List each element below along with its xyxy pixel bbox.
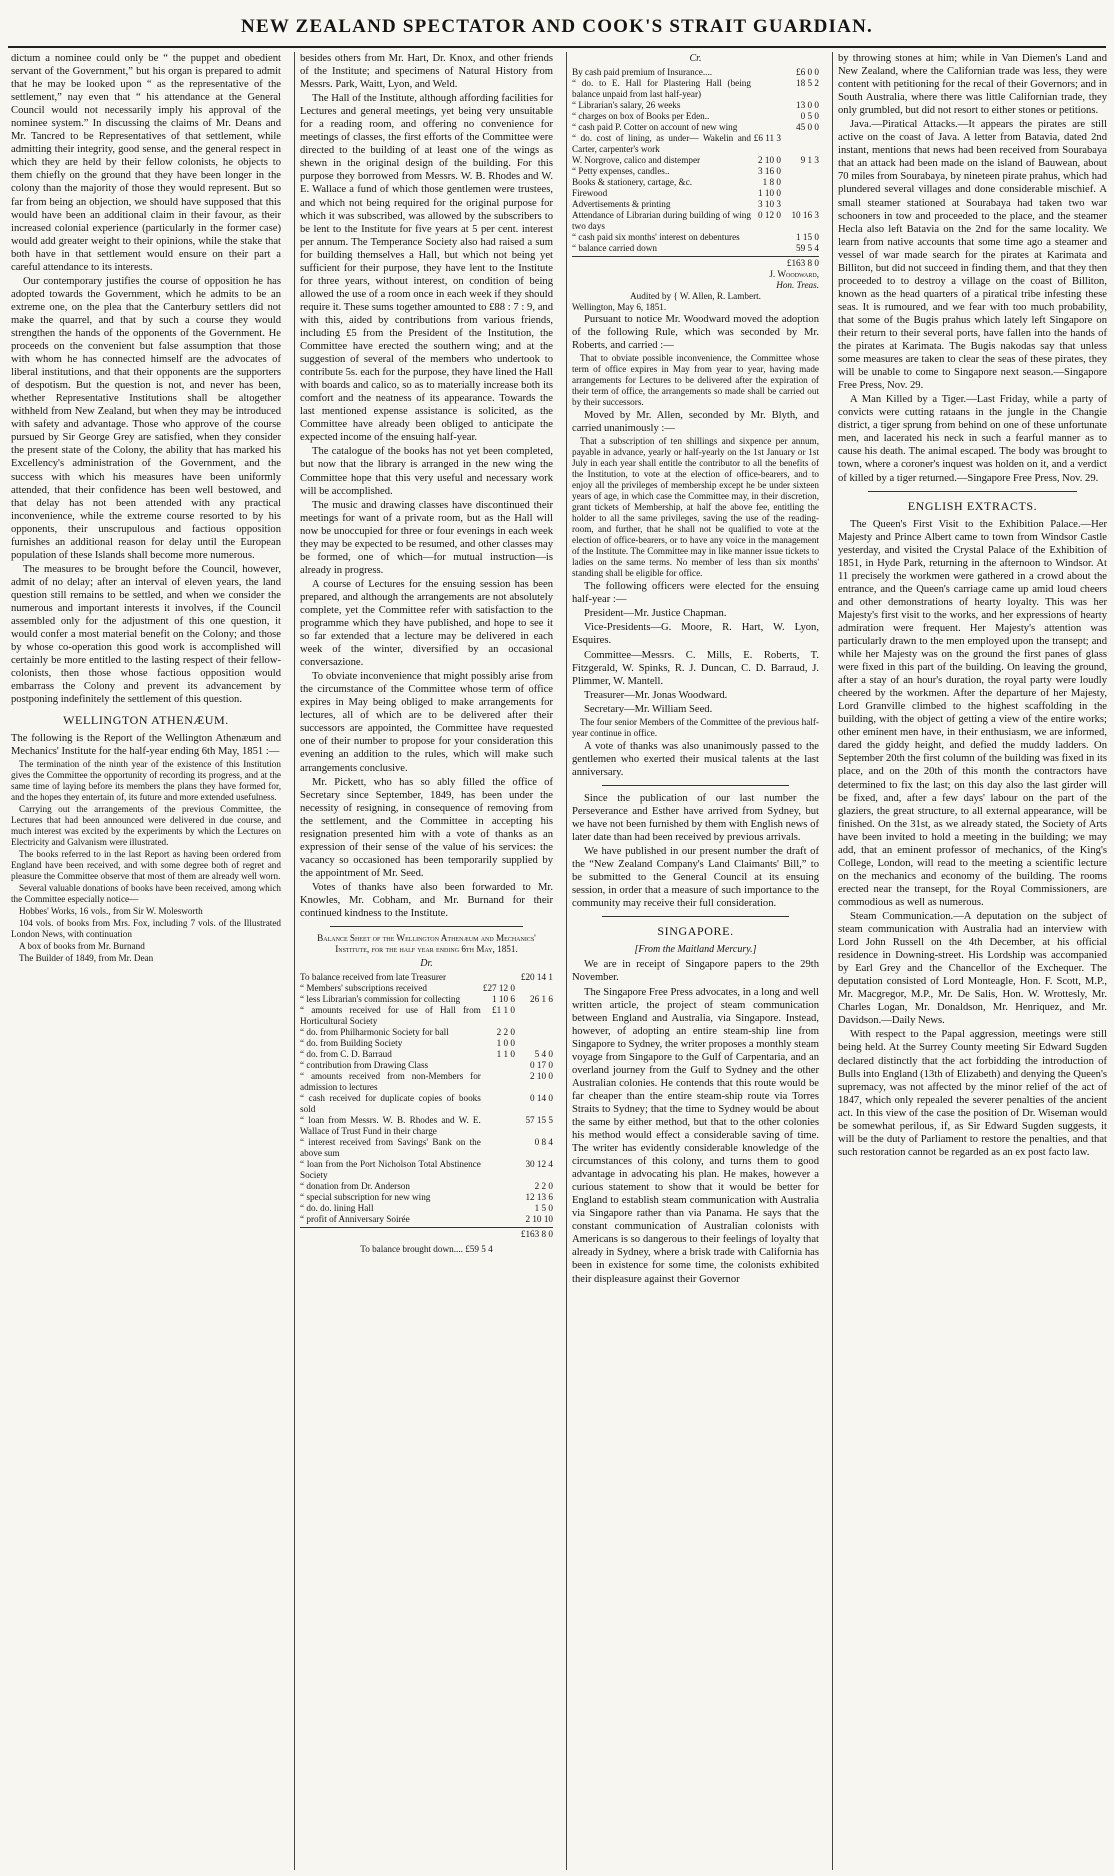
ledger-row: [300, 1214, 553, 1225]
news-paragraph: Since the publication of our last number the Perseverance and Esther have arrived from Sydney, but we have not been furnished by them with English news of later date than had been received by previous arrivals.: [572, 792, 819, 844]
ledger-amount: 0 8 4: [534, 1137, 553, 1148]
ledger-subamount: [751, 67, 781, 78]
ledger-row: [300, 1038, 553, 1049]
ledger-label: To balance received from late Treasurer: [300, 972, 447, 983]
section-heading-english-extracts: ENGLISH EXTRACTS.: [907, 498, 1038, 513]
news-paragraph: by throwing stones at him; while in Van Diemen's Land and New Zealand, where the Californian trade was less, they were content with petitioning for the recal of their Governors; and in South Australia, where there was little Californian trade, they only grumbled, but did not resort to either stones or petitions.: [838, 53, 1107, 117]
ledger-row: [300, 1060, 553, 1071]
ledger-amount: 9 1 3: [800, 155, 819, 166]
ledger-label: “ loan from the Port Nicholson Total Abstinence Society: [300, 1159, 481, 1181]
note-text: The four senior Members of the Committee of the previous half-year continue in office.: [572, 716, 819, 738]
divider: [330, 926, 523, 927]
ledger-label: “ Members' subscriptions received: [300, 983, 427, 994]
ledger-amount: [781, 188, 819, 199]
report-paragraph: Carrying out the arrangements of the previous Committee, the Lectures that had been announced were delivered in due course, and much interest was excited by the experiments by which the Lectures on Electricity and Galvanism were illustrated.: [11, 804, 281, 848]
donation-item: A box of books from Mr. Burnand: [19, 941, 145, 952]
ledger-amount: [781, 166, 819, 177]
ledger-amount: [781, 133, 819, 155]
ledger-amount: [515, 1005, 553, 1027]
ledger-amount: 2 10 0: [530, 1071, 553, 1082]
report-paragraph: The books referred to in the last Report as having been ordered from England have been received, and with some degree both of regret and pleasure the Committee observe that most of them are already well worn.: [11, 849, 281, 882]
ledger-row: [300, 972, 553, 983]
ledger-subamount: £27 12 0: [482, 983, 515, 994]
news-paragraph: We are in receipt of Singapore papers to the 29th November.: [572, 959, 819, 984]
news-paragraph: A Man Killed by a Tiger.—Last Friday, while a party of convicts were cutting rataans in the jungle in the Changie district, a tiger sprung from behind on one of these unfortunate men, and lacerated his neck in such a fearful manner as to cause his death. The animal escaped. The body was brought to town, where a coroner's inquest was holden on it, and a verdict of killed by a tiger returned.—Singapore Free Press, Nov. 29.: [838, 394, 1107, 484]
ledger-subamount: 1 1 0: [496, 1049, 515, 1060]
ledger-amount: £6 0 0: [796, 67, 819, 78]
column-4: [832, 52, 1112, 1870]
report-paragraph: The catalogue of the books has not yet been completed, but now that the library is arranged in the new wing the Committee hope that this very useful and necessary work will be accomplished.: [300, 446, 553, 497]
officer-line: Treasurer—Mr. Jonas Woodward.: [584, 689, 728, 701]
ledger-row: [300, 1137, 553, 1159]
ledger-label: “ interest received from Savings' Bank on the above sum: [300, 1137, 481, 1159]
ledger-label: “ balance carried down: [572, 243, 657, 254]
column-1: [6, 52, 286, 1870]
balance-brought-down: To balance brought down.... £59 5 4: [360, 1244, 493, 1255]
minutes-paragraph: Pursuant to notice Mr. Woodward moved the adoption of the following Rule, which was seconded by Mr. Roberts, and carried :—: [572, 314, 819, 352]
resolution: That to obviate possible inconvenience, the Committee whose term of office expires in May from year to year, having made arrangements for Lectures to be delivered after the expiration of their term of office, the arrangements so made shall be carried out by their successors.: [572, 353, 819, 408]
ledger-row: [300, 1203, 553, 1214]
section-heading-athenaeum: WELLINGTON ATHENÆUM.: [63, 713, 229, 728]
ledger-label: “ do. cost of lining, as under— Wakelin and Carter, carpenter's work: [572, 133, 751, 155]
ledger-amount: £20 14 1: [520, 972, 553, 983]
officer-line: Vice-Presidents—G. Moore, R. Hart, W. Lyon, Esquires.: [572, 622, 819, 647]
report-paragraph: besides others from Mr. Hart, Dr. Knox, and other friends of the Institute; and specimens of Natural History from Messrs. Park, Waitt, Lyon, and Weld.: [300, 53, 553, 91]
minutes-paragraph: A vote of thanks was also unanimously passed to the gentlemen who exerted their musical talents at the last anniversary.: [572, 740, 819, 778]
column-2: [294, 52, 558, 1870]
columns: [6, 52, 1108, 1870]
ledger-subamount: 1 0 0: [496, 1038, 515, 1049]
ledger-amount: [515, 1027, 553, 1038]
ledger-subamount: [751, 78, 781, 100]
report-paragraph: The termination of the ninth year of the existence of this Institution gives the Committee the opportunity of recording its progress, and at the same time of laying before its members the plans they have formed for, and the hopes they entertain of, its future and more extended usefulness.: [11, 759, 281, 803]
ledger-row: [572, 243, 819, 254]
ledger-label: “ cash received for duplicate copies of books sold: [300, 1093, 481, 1115]
ledger-row: [572, 232, 819, 243]
ledger-subamount: [481, 1203, 515, 1214]
divider: [602, 785, 789, 786]
ledger-amount: 2 10 10: [525, 1214, 553, 1225]
ledger-label: Advertisements & printing: [572, 199, 671, 210]
ledger-subamount: [751, 243, 781, 254]
ledger-label: “ do. to E. Hall for Plastering Hall (being balance unpaid from last half-year): [572, 78, 751, 100]
donation-item: Hobbes' Works, 16 vols., from Sir W. Molesworth: [19, 906, 203, 917]
report-paragraph: To obviate inconvenience that might possibly arise from the circumstance of the Committee whose term of office expires in May being obliged to make arrangements for lectures, all of which are to be delivered after their successors are appointed, the Committee have requested one of their number to propose for your consideration this evening an addition to the rules, which will make such arrangements conclusive.: [300, 671, 553, 774]
news-paragraph: We have published in our present number the draft of the “New Zealand Company's Land Claimants' Bill,” to be submitted to the General Council at its ensuing session, in order that a measure of such importance to the community may receive their full consideration.: [572, 846, 819, 910]
column-3: [566, 52, 824, 1870]
ledger-label: “ cash paid six months' interest on debentures: [572, 232, 740, 243]
ledger-label: “ do. from Philharmonic Society for ball: [300, 1027, 449, 1038]
ledger-subamount: [751, 122, 781, 133]
ledger-label: “ amounts received from non-Members for admission to lectures: [300, 1071, 481, 1093]
ledger-amount: 0 17 0: [530, 1060, 553, 1071]
ledger-amount: 59 5 4: [796, 243, 819, 254]
news-paragraph: Java.—Piratical Attacks.—It appears the pirates are still active on the coast of Java. A letter from Batavia, dated 2nd instant, mentions that news had been received from Sourabaya that an attack had been made on the island of Bauwean, about 70 miles from Sourabaya, by nineteen pirate prahus, which had plundered several villages and done considerable mischief. A small steamer stationed at Sourabaya had taken two war schooners in tow and proceeded to the place, and the steamer Hecla also left Batavia on the 2nd for the same locality. We learn from native accounts that some time ago a steamer and vessel of war made search for the pirates at Karimata and Billiton, but did not succeed in finding them, and that they then proceeded to to destroy a village on the coast of Billiton, known as the head quarters of a piratical tribe infesting these seas. It is rumoured, and we fear with too much probability, that some of the Bugis prahus which lately left Singapore on their return to their several ports, have fallen into the hands of the pirates at Karimata. The Bugis nakodas say that unless some measures are taken to clear the seas of these pirates, they will be unable to come to Singapore next season.—Singapore Free Press, Nov. 29.: [838, 119, 1107, 392]
ledger-row: [300, 1115, 553, 1137]
ledger-amount: 26 1 6: [530, 994, 553, 1005]
athenaeum-intro: The following is the Report of the Wellington Athenæum and Mechanics' Institute for the half-year ending 6th May, 1851 :—: [11, 733, 281, 758]
ledger-row: [572, 100, 819, 111]
ledger-amount: 12 13 6: [525, 1192, 553, 1203]
ledger-subamount: 0 12 0: [758, 210, 781, 221]
divider: [602, 916, 789, 917]
treasurer-name: J. Woodward,: [769, 269, 819, 280]
ledger-label: “ special subscription for new wing: [300, 1192, 431, 1203]
ledger-subamount: [481, 1071, 515, 1093]
ledger-row: [572, 177, 819, 188]
ledger-subamount: [481, 1159, 515, 1181]
ledger-row: [572, 67, 819, 78]
ledger-row: [572, 111, 819, 122]
news-paragraph: The Queen's First Visit to the Exhibition Palace.—Her Majesty and Prince Albert came to town from Windsor Castle yesterday, and visited the Crystal Palace of the Exhibition of 1851, in Hyde Park, returning in the afternoon to Windsor. At 11 precisely the workmen were gathered in a crowd about the entrance, and the Queen's carriage came up amid loud cheers and other demonstrations of hearty loyalty. This was her Majesty's first visit to the works, and her expressions of hearty admiration were frequent. Her Majesty's attention was particularly drawn to the men employed upon the transept; and while her Majesty was on the ground the first panes of glass were fixed in this part of the building. On leaving the ground, after a stay of an hour's duration, the royal party were loudly cheered by the workmen. After the departure of her Majesty, Lord Granville climbed to the highest scaffolding in the building, with the object of getting a view of the entire works; other eminent men have, in their enthusiasm, we are informed, dared the giddy height, and defied the muddy ladders. On September 20th the first column of the building was fixed in its place, and on the 20th of this month the contractors have determined to fix the last; on this day also the last girder will be fixed, and, after a few days' labour on the part of the glaziers, the great structure, to all external appearance, will be finished. On the 31st, as we already stated, the Society of Arts have been invited to hold a meeting in the building; we may add, that an eminent professor of mechanics, of the King's College, London, will read to the meeting a scientific lecture on the mechanics and economy of the building. The rooms erected near the transept, for the Royal Commissioners, are commodious as well as numerous.: [838, 518, 1107, 908]
ledger-row: [572, 133, 819, 155]
ledger-row: [300, 1071, 553, 1093]
ledger-label: “ contribution from Drawing Class: [300, 1060, 429, 1071]
report-paragraph: Votes of thanks have also been forwarded to Mr. Knowles, Mr. Cobham, and Mr. Burnand for their continued kindness to the Institute.: [300, 881, 553, 920]
ledger-subamount: £6 11 3: [753, 133, 781, 144]
news-paragraph: The Singapore Free Press advocates, in a long and well written article, the project of steam communication between England and Australia, via Singapore. Instead, however, of adopting an entire steam-ship line from Singapore to Sydney, the writer proposes a monthly steam voyage from Singapore to the Gulf of Carpentaria, and an overland journey from the Gulf to Sydney and the other Australian colonies. He contends that this route would be far cheaper than the entire steam-ship route via Torres Straits to Sydney; that the time to Sydney would be about the same by either method, but that to the other colonies his method would effect a considerable saving of time. The writer has evidently considerable knowledge of the circumstances of this colony, and turns them to good advantage in advocating his plan. He makes, however a curious statement to show that it would be better for England to establish steam communication with Australia via Singapore rather than via Panama. He says that the constant communication of Australian colonists with Americans is so dangerous to their feelings of loyalty that already in Sydney, where a brisk trade with California has been in existence for some time, the colonists exhibited their displeasure against their Governor: [572, 986, 819, 1285]
ledger-label: “ Petty expenses, candles..: [572, 166, 670, 177]
ledger-subamount: £1 1 0: [492, 1005, 515, 1016]
editorial-paragraph: dictum a nominee could only be “ the puppet and obedient servant of the Government,” but his organ is prepared to admit that he may be looked upon “ as the representative of the settlement,” nay even that “ his attendance at the General Council would not necessarily imply his approval of the nominee system.” In discussing the claims of Mr. Deans and Mr. Tancred to be Representatives of that settlement, while admitting their integrity, good sense, and the general respect in which they are held by their fellow colonists, he objects to them chiefly on the ground that they have been longer in the colony than the majority of those they would represent. But so far from being an objection, we should have supposed that this would have been an additional claim in their favour, as their increased colonial experience (particularly in the former case) would add greater weight to their opinions, while the stake that both have in that settlement would ensure on their part a careful attendance to its interests.: [11, 53, 281, 273]
ledger-amount: [515, 983, 553, 994]
ledger-label: Attendance of Librarian during building of wing two days: [572, 210, 751, 232]
ledger-label: “ loan from Messrs. W. B. Rhodes and W. E. Wallace of Trust Fund in their charge: [300, 1115, 481, 1137]
ledger-subamount: 2 10 0: [758, 155, 781, 166]
ledger-amount: 1 5 0: [534, 1203, 553, 1214]
ledger-label: “ do. from Building Society: [300, 1038, 403, 1049]
ledger-subamount: [481, 1137, 515, 1159]
note: [572, 717, 819, 739]
ledger-subamount: 2 2 0: [496, 1027, 515, 1038]
treasurer-title: Hon. Treas.: [776, 280, 819, 291]
ledger-subamount: [751, 100, 781, 111]
ledger-subamount: [481, 1060, 515, 1071]
divider: [868, 491, 1077, 492]
credit-ledger: [572, 67, 819, 254]
ledger-row: [300, 1027, 553, 1038]
ledger-amount: [781, 199, 819, 210]
report-paragraph: Mr. Pickett, who has so ably filled the office of Secretary since September, 1849, has been under the necessity of resigning, in consequence of removing from the settlement, and the Committee in accepting his resignation presented him with a vote of thanks as an expression of their sense of the value of his services: the vacancy so occasioned has been temporarily supplied by the appointment of Mr. Seed.: [300, 776, 553, 879]
debit-label: Dr.: [420, 958, 433, 970]
ledger-subamount: 1 10 6: [492, 994, 515, 1005]
debit-total: £163 8 0: [300, 1227, 553, 1240]
credit-total: £163 8 0: [572, 256, 819, 269]
report-paragraph: The music and drawing classes have discontinued their meetings for want of a private room, but as the Hall will now be unoccupied for three or four evenings in each week they may be expected to be resumed, and other classes may be formed, one of which—for mutual instruction—is already in progress.: [300, 499, 553, 576]
ledger-label: “ cash paid P. Cotter on account of new wing: [572, 122, 738, 133]
ledger-row: [572, 210, 819, 232]
ledger-row: [572, 199, 819, 210]
masthead-title: NEW ZEALAND SPECTATOR AND COOK'S STRAIT GUARDIAN.: [241, 16, 873, 37]
minutes-paragraph: Moved by Mr. Allen, seconded by Mr. Blyth, and carried unanimously :—: [572, 410, 819, 435]
news-paragraph: With respect to the Papal aggression, meetings were still being held. At the Surrey County meeting Sir Edward Sugden declared distinctly that the act forbidding the introduction of Bulls into England (13th of Elizabeth) and denying the Queen's supremacy, was not affected by the minor relief of the act of 1847, which only repealed the severer penalties of the ancient act. In this view of the case the position of Dr. Wiseman would be somewhat perilous, if, as Sir Edward Sugden suggests, it will be the duty of Parliament to restore the penalties, and that such restoration cannot be regarded as an ex post facto law.: [838, 1029, 1107, 1158]
ledger-subamount: [481, 1214, 515, 1225]
resolution: That a subscription of ten shillings and sixpence per annum, payable in advance, yearly or half-yearly on the 1st January or 1st July in each year shall entitle the contributor to all the benefits of the Institution, to vote at the election of office-bearers, and to enjoy all the privileges of membership except he be under sixteen years of age, in which case the Committee may, in their discretion, grant tickets of Membership, at half the above fee, entitling the holder to all the same privileges, saving the use of the reading-room, and further, that he shall not be qualified to vote at the election of office-bearers, or to have any voice in the management of the Institute. The Committee may in like manner issue tickets to ladies on the same terms. No member of less than six months' standing shall be eligible for office.: [572, 436, 819, 579]
masthead: [8, 6, 1106, 48]
ledger-subamount: 3 16 0: [758, 166, 781, 177]
ledger-label: “ do. from C. D. Barraud: [300, 1049, 392, 1060]
ledger-subamount: [481, 1115, 515, 1137]
ledger-subamount: [481, 1181, 515, 1192]
ledger-row: [300, 994, 553, 1005]
officer-line: Secretary—Mr. William Seed.: [584, 703, 713, 715]
ledger-row: [572, 122, 819, 133]
ledger-subamount: [481, 972, 515, 983]
ledger-subamount: [751, 111, 781, 122]
report-paragraph: Several valuable donations of books have been received, among which the Committee especially notice—: [11, 883, 281, 905]
athenaeum-report: [11, 759, 281, 964]
ledger-row: [300, 983, 553, 994]
ledger-amount: [781, 177, 819, 188]
report-paragraph: A course of Lectures for the ensuing session has been prepared, and although the arrangements are not absolutely complete, yet the Committee refer with satisfaction to the programme which they have published, and hope to see it so far extended that a lecture may be delivered in each week of the winter, diversified by an occasional conversazione.: [300, 578, 553, 669]
section-heading-singapore: SINGAPORE.: [657, 924, 734, 939]
ledger-amount: 18 5 2: [796, 78, 819, 89]
ledger-row: [300, 1181, 553, 1192]
ledger-label: “ profit of Anniversary Soirée: [300, 1214, 410, 1225]
ledger-label: “ charges on box of Books per Eden..: [572, 111, 710, 122]
ledger-row: [300, 1049, 553, 1060]
ledger-subamount: [481, 1192, 515, 1203]
ledger-subamount: 1 10 0: [758, 188, 781, 199]
editorial-paragraph: The measures to be brought before the Council, however, admit of no delay; after an interval of eleven years, the land question still remains to be settled, and when we consider the numerous and important interests it involves, if the Council assembled only for the adjustment of this one question, it would confer a most material benefit on the Colony; and those by whose co-operation this good work is accomplished will certainly be more entitled to the lasting respect of their fellow-colonists, then those whose factious opposition would embarrass the Colony and prevent its advancement by postponing indefinitely the settlement of this question.: [11, 563, 281, 706]
news-paragraph: Steam Communication.—A deputation on the subject of steam communication with Australia had an interview with Lord John Russell on the 4th December, at his official residence in Downing-street. His Lordship was accompanied by Earl Grey and the Chancellor of the Exchequer. The deputation consisted of Lord Monteagle, Hon. F. Scott, M.P., Mr. Macgregor, M.P., Mr. De Salis, Hon. W. Wrottesly, Mr. Charles Logan, Mr. Donaldson, Mr. Henriquez, and Mr. Davidson.—Daily News.: [838, 911, 1107, 1027]
ledger-row: [572, 188, 819, 199]
ledger-amount: [515, 1038, 553, 1049]
dateline: Wellington, May 6, 1851.: [572, 302, 667, 313]
ledger-subamount: [751, 232, 781, 243]
ledger-row: [572, 166, 819, 177]
ledger-amount: 45 0 0: [796, 122, 819, 133]
minutes-paragraph: The following officers were elected for the ensuing half-year :—: [572, 581, 819, 606]
report-paragraph: The Hall of the Institute, although affording facilities for Lectures and general meetings, yet being very unsuitable for a reading room, and offering no convenience for meetings of classes, the first efforts of the Committee were directed to the building of at least one of the wings as shewn in the original design of the building. For this purpose they borrowed from Messrs. W. B. Rhodes and W. E. Wallace a fund of which those gentlemen were trustees, and which not being required for the original purpose for which it was subscribed, was allowed by the subscribers to be lent to the Institute for five years at 5 per cent. interest per annum. The Temperance Society also had raised a sum for building themselves a Hall, but which not being yet sufficient for their purpose, they have lent to the Institute for three years, without interest, on condition of being allowed the use of a room once in each week if they should require it. These sums together amounted to £88 : 7 : 9, and with this, aided by contributions from various friends, including £5 from the President of the Institution, the Committee have erected the southern wing; and at the suggestion of several of the members who undertook to contribute 5s. each for the purpose, they have lined the Hall with boards and calico, so as to materially increase both its comfort and the neatness of its appearance. Towards the last mentioned expense assistance is solicited, as the Committee have already been obliged to anticipate the expected income of the ensuing half-year.: [300, 93, 553, 444]
ledger-subamount: 3 10 3: [758, 199, 781, 210]
ledger-row: [300, 1159, 553, 1181]
ledger-amount: 5 4 0: [534, 1049, 553, 1060]
source-line: [From the Maitland Mercury.]: [634, 944, 757, 956]
ledger-row: [572, 155, 819, 166]
ledger-label: “ donation from Dr. Anderson: [300, 1181, 410, 1192]
ledger-label: Firewood: [572, 188, 608, 199]
ledger-row: [300, 1192, 553, 1203]
audit-note: Audited by { W. Allen, R. Lambert.: [630, 291, 761, 302]
editorial-paragraph: Our contemporary justifies the course of opposition he has adopted towards the Government, which he admits to be an extreme one, on the plea that the Canterbury settlers did not make the quarrel, and that by such a course they would strengthen the hands of the opponents of the Government. He proceeds on the convenient but false assumption that those with whom he has connected himself are the advocates of liberal institutions, and that their opponents are the supporters of despotism. But the question is not, and never has been, whether Representative Institutions shall be altogether withheld from New Zealand, but when they may be introduced with safety and advantage. Those who approve of the course pursued by Sir George Grey are satisfied, when they consider the present state of the Colony, the ability that has marked his Excellency's administration of the Government, and the success with which his measures have been uniformly attended, that their confidence has been well bestowed, and that delay has not been attended with any practical inconvenience, while the extreme course resorted to by his opponents, their unscrupulous and factious opposition furnishes an additional reason for delay until the European population of these Islands shall become more numerous.: [11, 275, 281, 561]
donation-item: The Builder of 1849, from Mr. Dean: [19, 953, 154, 964]
ledger-row: [300, 1005, 553, 1027]
ledger-row: [572, 78, 819, 100]
officer-line: Committee—Messrs. C. Mills, E. Roberts, T. Fitzgerald, W. Spinks, R. J. Duncan, C. D. Barraud, J. Plimmer, W. Mantell.: [572, 649, 819, 687]
balance-sheet-title: Balance Sheet of the Wellington Athenæum and Mechanics' Institute, for the half year ending 6th May, 1851.: [317, 933, 536, 955]
ledger-amount: 10 16 3: [791, 210, 819, 221]
ledger-amount: 0 5 0: [800, 111, 819, 122]
rule-text: [572, 436, 819, 579]
ledger-amount: 2 2 0: [534, 1181, 553, 1192]
ledger-label: “ less Librarian's commission for collecting: [300, 994, 461, 1005]
ledger-amount: 57 15 5: [525, 1115, 553, 1126]
ledger-amount: 0 14 0: [530, 1093, 553, 1104]
ledger-amount: 30 12 4: [525, 1159, 553, 1170]
ledger-subamount: [481, 1093, 515, 1115]
ledger-label: By cash paid premium of Insurance....: [572, 67, 713, 78]
credit-label: Cr.: [689, 53, 702, 64]
ledger-label: W. Norgrove, calico and distemper: [572, 155, 701, 166]
ledger-label: “ Librarian's salary, 26 weeks: [572, 100, 681, 111]
rule-text: [572, 353, 819, 408]
ledger-label: “ do. do. lining Hall: [300, 1203, 374, 1214]
ledger-label: “ amounts received for use of Hall from Horticultural Society: [300, 1005, 481, 1027]
officer-line: President—Mr. Justice Chapman.: [584, 608, 727, 620]
ledger-subamount: 1 8 0: [762, 177, 781, 188]
ledger-amount: 13 0 0: [796, 100, 819, 111]
debit-ledger: [300, 972, 553, 1225]
ledger-label: Books & stationery, cartage, &c.: [572, 177, 693, 188]
ledger-amount: 1 15 0: [796, 232, 819, 243]
ledger-row: [300, 1093, 553, 1115]
donation-item: 104 vols. of books from Mrs. Fox, including 7 vols. of the Illustrated London News, with continuation: [11, 918, 281, 940]
